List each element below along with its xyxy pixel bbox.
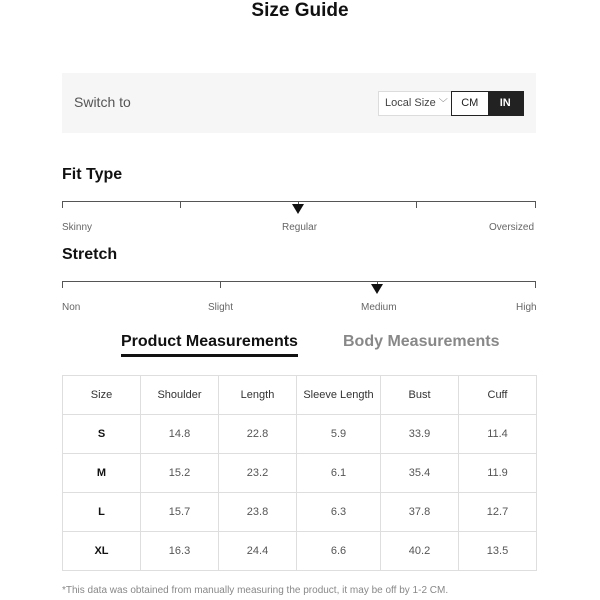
table-cell: 11.9 <box>459 454 537 493</box>
table-row <box>63 415 537 454</box>
table-header-row <box>63 376 537 415</box>
table-row <box>63 493 537 532</box>
table-cell: 22.8 <box>219 415 297 454</box>
column-header: Bust <box>381 376 459 415</box>
table-cell: 15.7 <box>141 493 219 532</box>
table-cell: 13.5 <box>459 532 537 571</box>
stretch-label-slight: Slight <box>208 302 234 313</box>
unit-toggle[interactable] <box>451 91 524 116</box>
table-cell: 15.2 <box>141 454 219 493</box>
table-cell: 37.8 <box>381 493 459 532</box>
table-cell: 5.9 <box>297 415 381 454</box>
table-cell: 40.2 <box>381 532 459 571</box>
local-size-label: Local Size <box>385 97 436 109</box>
table-cell: 16.3 <box>141 532 219 571</box>
table-cell: 23.2 <box>219 454 297 493</box>
stretch-scale <box>62 281 536 290</box>
stretch-label-non: Non <box>62 302 81 313</box>
table-cell: 6.6 <box>297 532 381 571</box>
table-cell: 35.4 <box>381 454 459 493</box>
unit-switch-bar <box>62 73 536 133</box>
chevron-down-icon: ﹀ <box>438 98 448 108</box>
fit-type-heading: Fit Type <box>62 166 123 183</box>
table-cell: 33.9 <box>381 415 459 454</box>
size-cell: S <box>63 415 141 454</box>
column-header: Cuff <box>459 376 537 415</box>
local-size-dropdown[interactable] <box>378 91 455 116</box>
page-title: Size Guide <box>251 0 349 21</box>
size-cell: M <box>63 454 141 493</box>
table-cell: 12.7 <box>459 493 537 532</box>
table-cell: 23.8 <box>219 493 297 532</box>
fit-label-skinny: Skinny <box>62 222 93 233</box>
stretch-label-medium: Medium <box>361 302 397 313</box>
table-cell: 6.1 <box>297 454 381 493</box>
stretch-label-high: High <box>516 302 537 313</box>
tab-product-measurements[interactable]: Product Measurements <box>121 333 298 357</box>
size-cell: L <box>63 493 141 532</box>
tab-body-measurements[interactable]: Body Measurements <box>343 333 500 350</box>
table-row <box>63 532 537 571</box>
unit-in-button[interactable]: IN <box>488 92 524 115</box>
fit-type-marker <box>292 204 304 214</box>
table-cell: 6.3 <box>297 493 381 532</box>
stretch-marker <box>371 284 383 294</box>
fit-label-oversized: Oversized <box>489 222 535 233</box>
table-cell: 14.8 <box>141 415 219 454</box>
table-cell: 11.4 <box>459 415 537 454</box>
column-header: Length <box>219 376 297 415</box>
switch-label: Switch to <box>74 94 131 110</box>
table-row <box>63 454 537 493</box>
stretch-heading: Stretch <box>62 246 118 263</box>
measurements-table <box>62 375 537 571</box>
size-cell: XL <box>63 532 141 571</box>
fit-label-regular: Regular <box>282 222 318 233</box>
column-header: Size <box>63 376 141 415</box>
unit-cm-button[interactable]: CM <box>452 92 488 115</box>
measurement-footnote: *This data was obtained from manually measuring the product, it may be off by 1-2 CM. <box>62 585 449 596</box>
table-cell: 24.4 <box>219 532 297 571</box>
column-header: Shoulder <box>141 376 219 415</box>
column-header: Sleeve Length <box>297 376 381 415</box>
